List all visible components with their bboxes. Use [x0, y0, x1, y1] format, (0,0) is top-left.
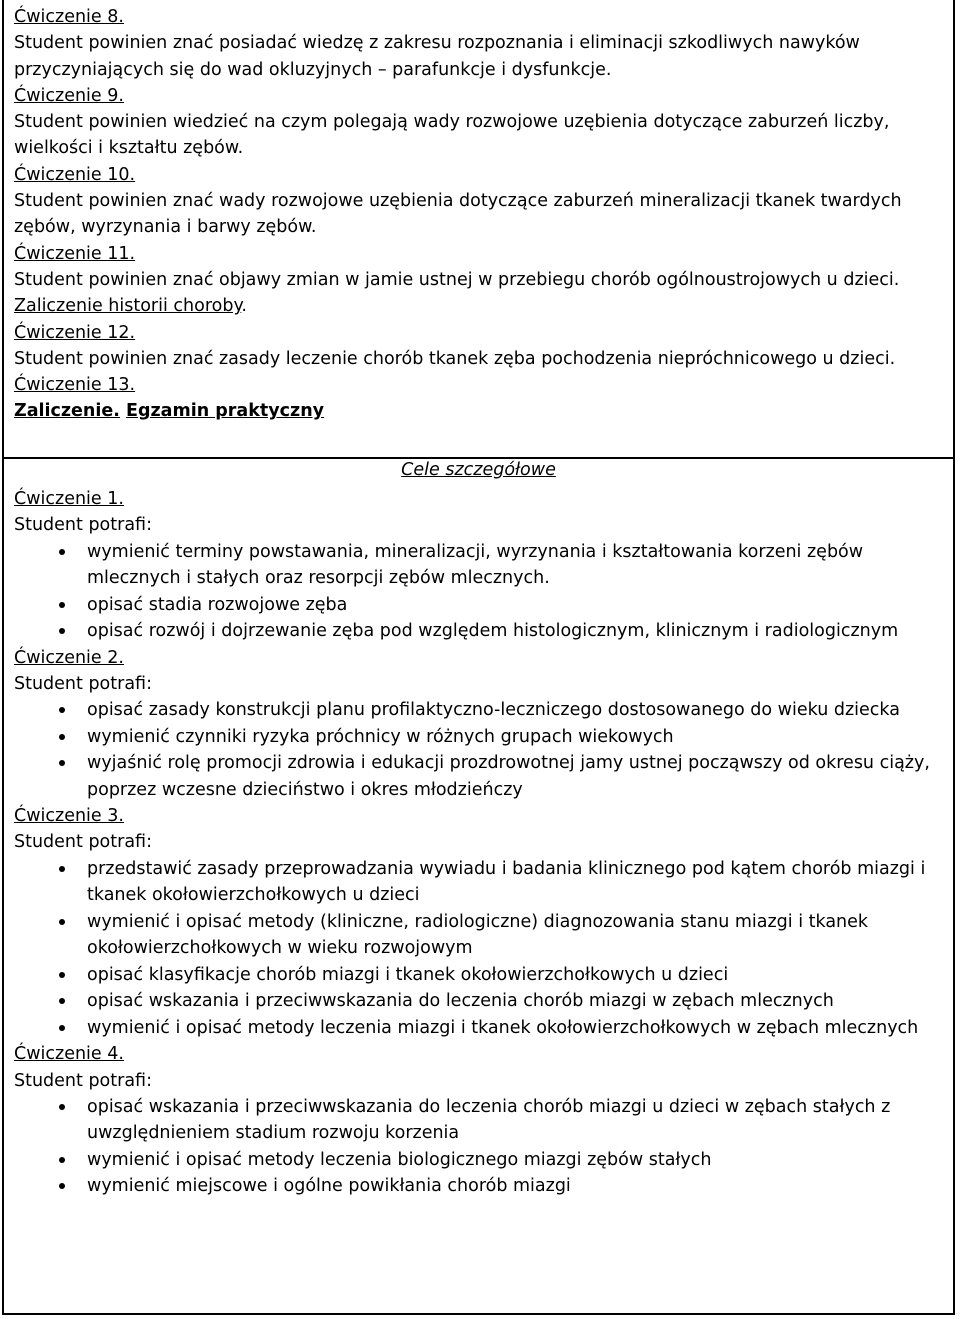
exercise-10-title: Ćwiczenie 10.: [14, 164, 136, 185]
exercise-13-bold-1: Zaliczenie.: [14, 401, 120, 422]
exercise-2-title: Ćwiczenie 2.: [14, 647, 124, 668]
student-label: Student potrafi:: [14, 1070, 152, 1091]
top-section: [4, 0, 953, 459]
exercise-11-paragraph: Student powinien znać objawy zmian w jamie ustnej w przebiegu chorób ogólnoustrojowych u dzieci. Zaliczenie historii choroby.: [14, 269, 900, 317]
exercise-3-list: [14, 856, 943, 1042]
list-item: wymienić i opisać metody leczenia biologicznego miazgi zębów stałych: [87, 1147, 943, 1174]
list-item: opisać wskazania i przeciwwskazania do leczenia chorób miazgi u dzieci w zębach stałych z uwzględnieniem stadium rozwoju korzenia: [87, 1094, 943, 1147]
exercise-13-title: Ćwiczenie 13.: [14, 375, 136, 396]
exercise-11-link: Zaliczenie historii choroby: [14, 296, 242, 317]
exercise-10-text: Student powinien znać wady rozwojowe uzębienia dotyczące zaburzeń mineralizacji tkanek twardych zębów, wyrzynania i barwy zębów.: [14, 191, 902, 238]
exercise-9-title: Ćwiczenie 9.: [14, 85, 124, 106]
exercise-1-list: [14, 539, 943, 645]
list-item: opisać klasyfikacje chorób miazgi i tkanek okołowierzchołkowych u dzieci: [87, 962, 943, 989]
student-label: Student potrafi:: [14, 832, 152, 853]
student-label: Student potrafi:: [14, 515, 152, 536]
list-item: wymienić i opisać metody (kliniczne, radiologiczne) diagnozowania stanu miazgi i tkanek okołowierzchołkowych w wieku rozwojowym: [87, 909, 943, 962]
exercise-9-text: Student powinien wiedzieć na czym polegają wady rozwojowe uzębienia dotyczące zaburzeń liczby, wielkości i kształtu zębów.: [14, 112, 890, 159]
exercise-4-list: [14, 1094, 943, 1200]
exercise-2-list: [14, 697, 943, 803]
list-item: opisać wskazania i przeciwwskazania do leczenia chorób miazgi w zębach mlecznych: [87, 988, 943, 1015]
list-item: wymienić i opisać metody leczenia miazgi i tkanek okołowierzchołkowych w zębach mlecznych: [87, 1015, 943, 1042]
exercise-13-heading: [14, 398, 931, 424]
exercise-4-title: Ćwiczenie 4.: [14, 1044, 124, 1065]
exercise-3-title: Ćwiczenie 3.: [14, 806, 124, 827]
exercise-12-text: Student powinien znać zasady leczenie chorób tkanek zęba pochodzenia niepróchnicowego u dzieci.: [14, 348, 896, 369]
list-item: opisać stadia rozwojowe zęba: [87, 592, 943, 619]
list-item: wymienić czynniki ryzyka próchnicy w różnych grupach wiekowych: [87, 724, 943, 751]
list-item: wymienić terminy powstawania, mineralizacji, wyrzynania i kształtowania korzeni zębów mlecznych i stałych oraz resorpcji zębów mlecznych.: [87, 539, 943, 592]
exercise-11-text: Student powinien znać objawy zmian w jamie ustnej w przebiegu chorób ogólnoustrojowych u dzieci.: [14, 269, 900, 290]
exercise-1-title: Ćwiczenie 1.: [14, 489, 124, 509]
exercise-8-text: Student powinien znać posiadać wiedzę z zakresu rozpoznania i eliminacji szkodliwych nawyków przyczyniających się do wad okluzyjnych – parafunkcje i dysfunkcje.: [14, 33, 860, 80]
student-label: Student potrafi:: [14, 673, 152, 694]
cele-header-row: [4, 457, 953, 483]
cele-section: [4, 486, 953, 1200]
exercise-8-title: Ćwiczenie 8.: [14, 7, 124, 27]
exercise-12-title: Ćwiczenie 12.: [14, 322, 136, 343]
list-item: wymienić miejscowe i ogólne powikłania chorób miazgi: [87, 1173, 943, 1200]
cele-header: Cele szczegółowe: [401, 460, 556, 480]
list-item: wyjaśnić rolę promocji zdrowia i edukacji prozdrowotnej jamy ustnej począwszy od okresu ciąży, poprzez wczesne dzieciństwo i okres młodzieńczy: [87, 750, 943, 803]
document-frame: [2, 0, 955, 1315]
exercise-11-title: Ćwiczenie 11.: [14, 243, 136, 264]
list-item: opisać rozwój i dojrzewanie zęba pod względem histologicznym, klinicznym i radiologicznym: [87, 618, 943, 645]
list-item: przedstawić zasady przeprowadzania wywiadu i badania klinicznego pod kątem chorób miazgi i tkanek okołowierzchołkowych u dzieci: [87, 856, 943, 909]
exercise-13-bold-2: Egzamin praktyczny: [126, 401, 325, 422]
list-item: opisać zasady konstrukcji planu profilaktyczno-leczniczego dostosowanego do wieku dziecka: [87, 697, 943, 724]
